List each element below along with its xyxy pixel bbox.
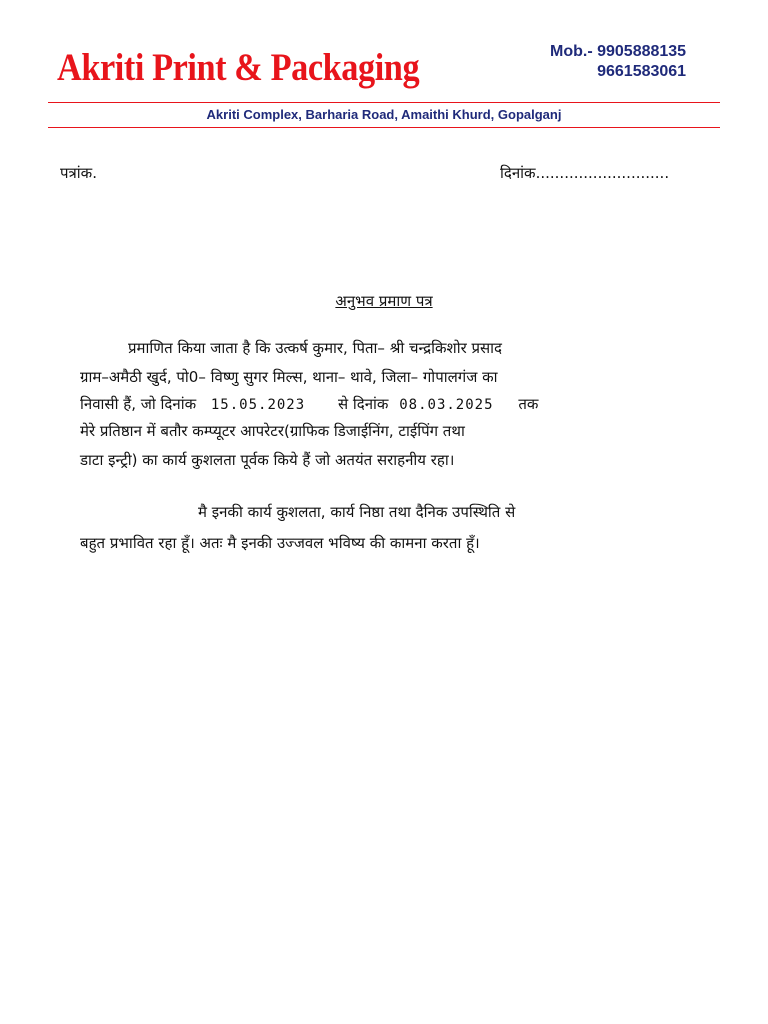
paragraph-line: प्रमाणित किया जाता है कि उत्कर्ष कुमार, पिता– श्री चन्द्रकिशोर प्रसाद: [128, 339, 503, 357]
paragraph-line: बहुत प्रभावित रहा हूँ। अतः मै इनकी उज्जवल भविष्य की कामना करता हूँ।: [80, 534, 480, 552]
company-name: Akriti Print & Packaging: [57, 46, 420, 89]
paragraph-line: [80, 394, 538, 415]
mobile-numbers: [550, 42, 686, 82]
paragraph-line: ग्राम–अमैठी खुर्द, पो0– विष्णु सुगर मिल्स, थाना– थावे, जिला– गोपालगंज का: [80, 368, 498, 386]
paragraph-line: डाटा इन्ट्री) का कार्य कुशलता पूर्वक किये हैं जो अतयंत सराहनीय रहा।: [80, 451, 455, 469]
header-rule-bottom: [48, 127, 720, 128]
company-address: Akriti Complex, Barharia Road, Amaithi Khurd, Gopalganj: [206, 107, 562, 122]
header-rule-top: [48, 102, 720, 103]
mobile-number-2: 9661583061: [597, 63, 687, 80]
end-date: 08.03.2025: [399, 397, 494, 413]
paragraph-text: निवासी हैं, जो दिनांक: [80, 395, 197, 413]
date-label: दिनांक............................: [500, 164, 670, 182]
document-subject: अनुभव प्रमाण पत्र: [335, 292, 433, 310]
paragraph-line: मै इनकी कार्य कुशलता, कार्य निष्ठा तथा दैनिक उपस्थिति से: [198, 503, 516, 521]
mobile-number-1: Mob.- 9905888135: [550, 43, 687, 60]
start-date: 15.05.2023: [210, 397, 306, 413]
paragraph-text: से दिनांक: [337, 395, 389, 413]
paragraph-line: मेरे प्रतिष्ठान में बतौर कम्प्यूटर आपरेटर(ग्राफिक डिजाईनिंग, टाईपिंग तथा: [80, 422, 465, 440]
reference-number-label: पत्रांक.: [60, 164, 97, 182]
paragraph-text: तक: [518, 395, 539, 413]
